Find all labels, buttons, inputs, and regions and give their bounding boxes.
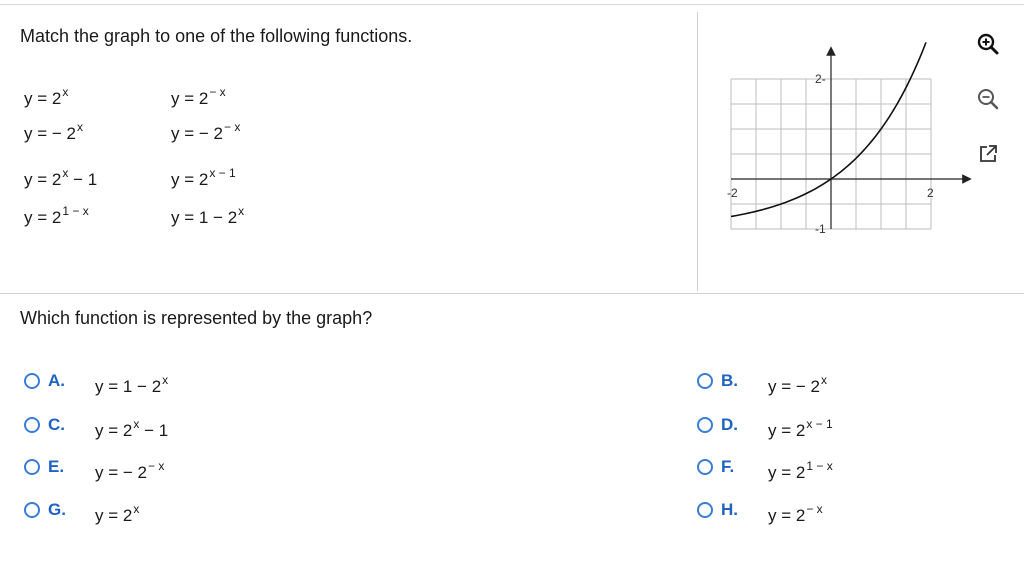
choice-function: $y = 1 - 2^x$ (95, 373, 169, 396)
function-option: $y = 2^x$ (24, 85, 69, 108)
function-option: $y = 2^{- x}$ (171, 85, 226, 108)
radio-button[interactable] (24, 417, 40, 433)
radio-button[interactable] (697, 459, 713, 475)
choice-h[interactable] (697, 498, 957, 528)
choice-function: y = − $2^x$ (768, 373, 827, 396)
choice-function: $y = 2^x - 1$ (95, 417, 169, 440)
x-tick-neg: -2 (727, 186, 738, 200)
choice-c[interactable] (24, 413, 284, 443)
choice-function: $y = 2^{- x}$ (768, 502, 823, 525)
radio-button[interactable] (697, 373, 713, 389)
function-option: $y = 2^x - 1$ (24, 166, 98, 189)
y-tick-neg: -1 (815, 222, 826, 236)
choice-function: y = − $2^{- x}$ (95, 459, 165, 482)
radio-button[interactable] (24, 502, 40, 518)
horizontal-divider (0, 293, 1024, 294)
choice-b[interactable] (697, 369, 957, 399)
choice-letter: G. (48, 500, 66, 519)
choice-d[interactable] (697, 413, 957, 443)
choice-function: $y = 2^x$ (95, 502, 140, 525)
function-option: $y = 2^{1 - x}$ (24, 204, 89, 227)
function-option: y = − $2^{- x}$ (171, 120, 241, 143)
function-option: y = − $2^x$ (24, 120, 83, 143)
choice-function: $y = 2^{x - 1}$ (768, 417, 833, 440)
choice-letter: B. (721, 371, 738, 390)
y-tick-pos: 2- (815, 72, 826, 86)
zoom-out-icon[interactable] (977, 88, 999, 110)
function-graph (727, 49, 971, 239)
x-tick-pos: 2 (927, 186, 934, 200)
choice-a[interactable] (24, 369, 284, 399)
choice-function: $y = 2^{1 - x}$ (768, 459, 833, 482)
choice-g[interactable] (24, 498, 284, 528)
vertical-divider (697, 12, 698, 291)
radio-button[interactable] (24, 373, 40, 389)
choice-e[interactable] (24, 455, 284, 485)
radio-button[interactable] (697, 417, 713, 433)
choice-letter: F. (721, 457, 735, 476)
top-border (0, 4, 1024, 5)
choice-letter: D. (721, 415, 738, 434)
function-option: $y = 2^{x - 1}$ (171, 166, 236, 189)
zoom-in-icon[interactable] (977, 33, 999, 55)
question-text: Which function is represented by the graph? (20, 308, 373, 328)
choice-f[interactable] (697, 455, 957, 485)
function-option: $y = 1 - 2^x$ (171, 204, 245, 227)
problem-prompt: Match the graph to one of the following functions. (20, 26, 413, 46)
choice-letter: H. (721, 500, 738, 519)
popout-icon[interactable] (977, 143, 999, 165)
radio-button[interactable] (24, 459, 40, 475)
choice-letter: A. (48, 371, 65, 390)
choice-letter: C. (48, 415, 65, 434)
choice-letter: E. (48, 457, 65, 476)
radio-button[interactable] (697, 502, 713, 518)
